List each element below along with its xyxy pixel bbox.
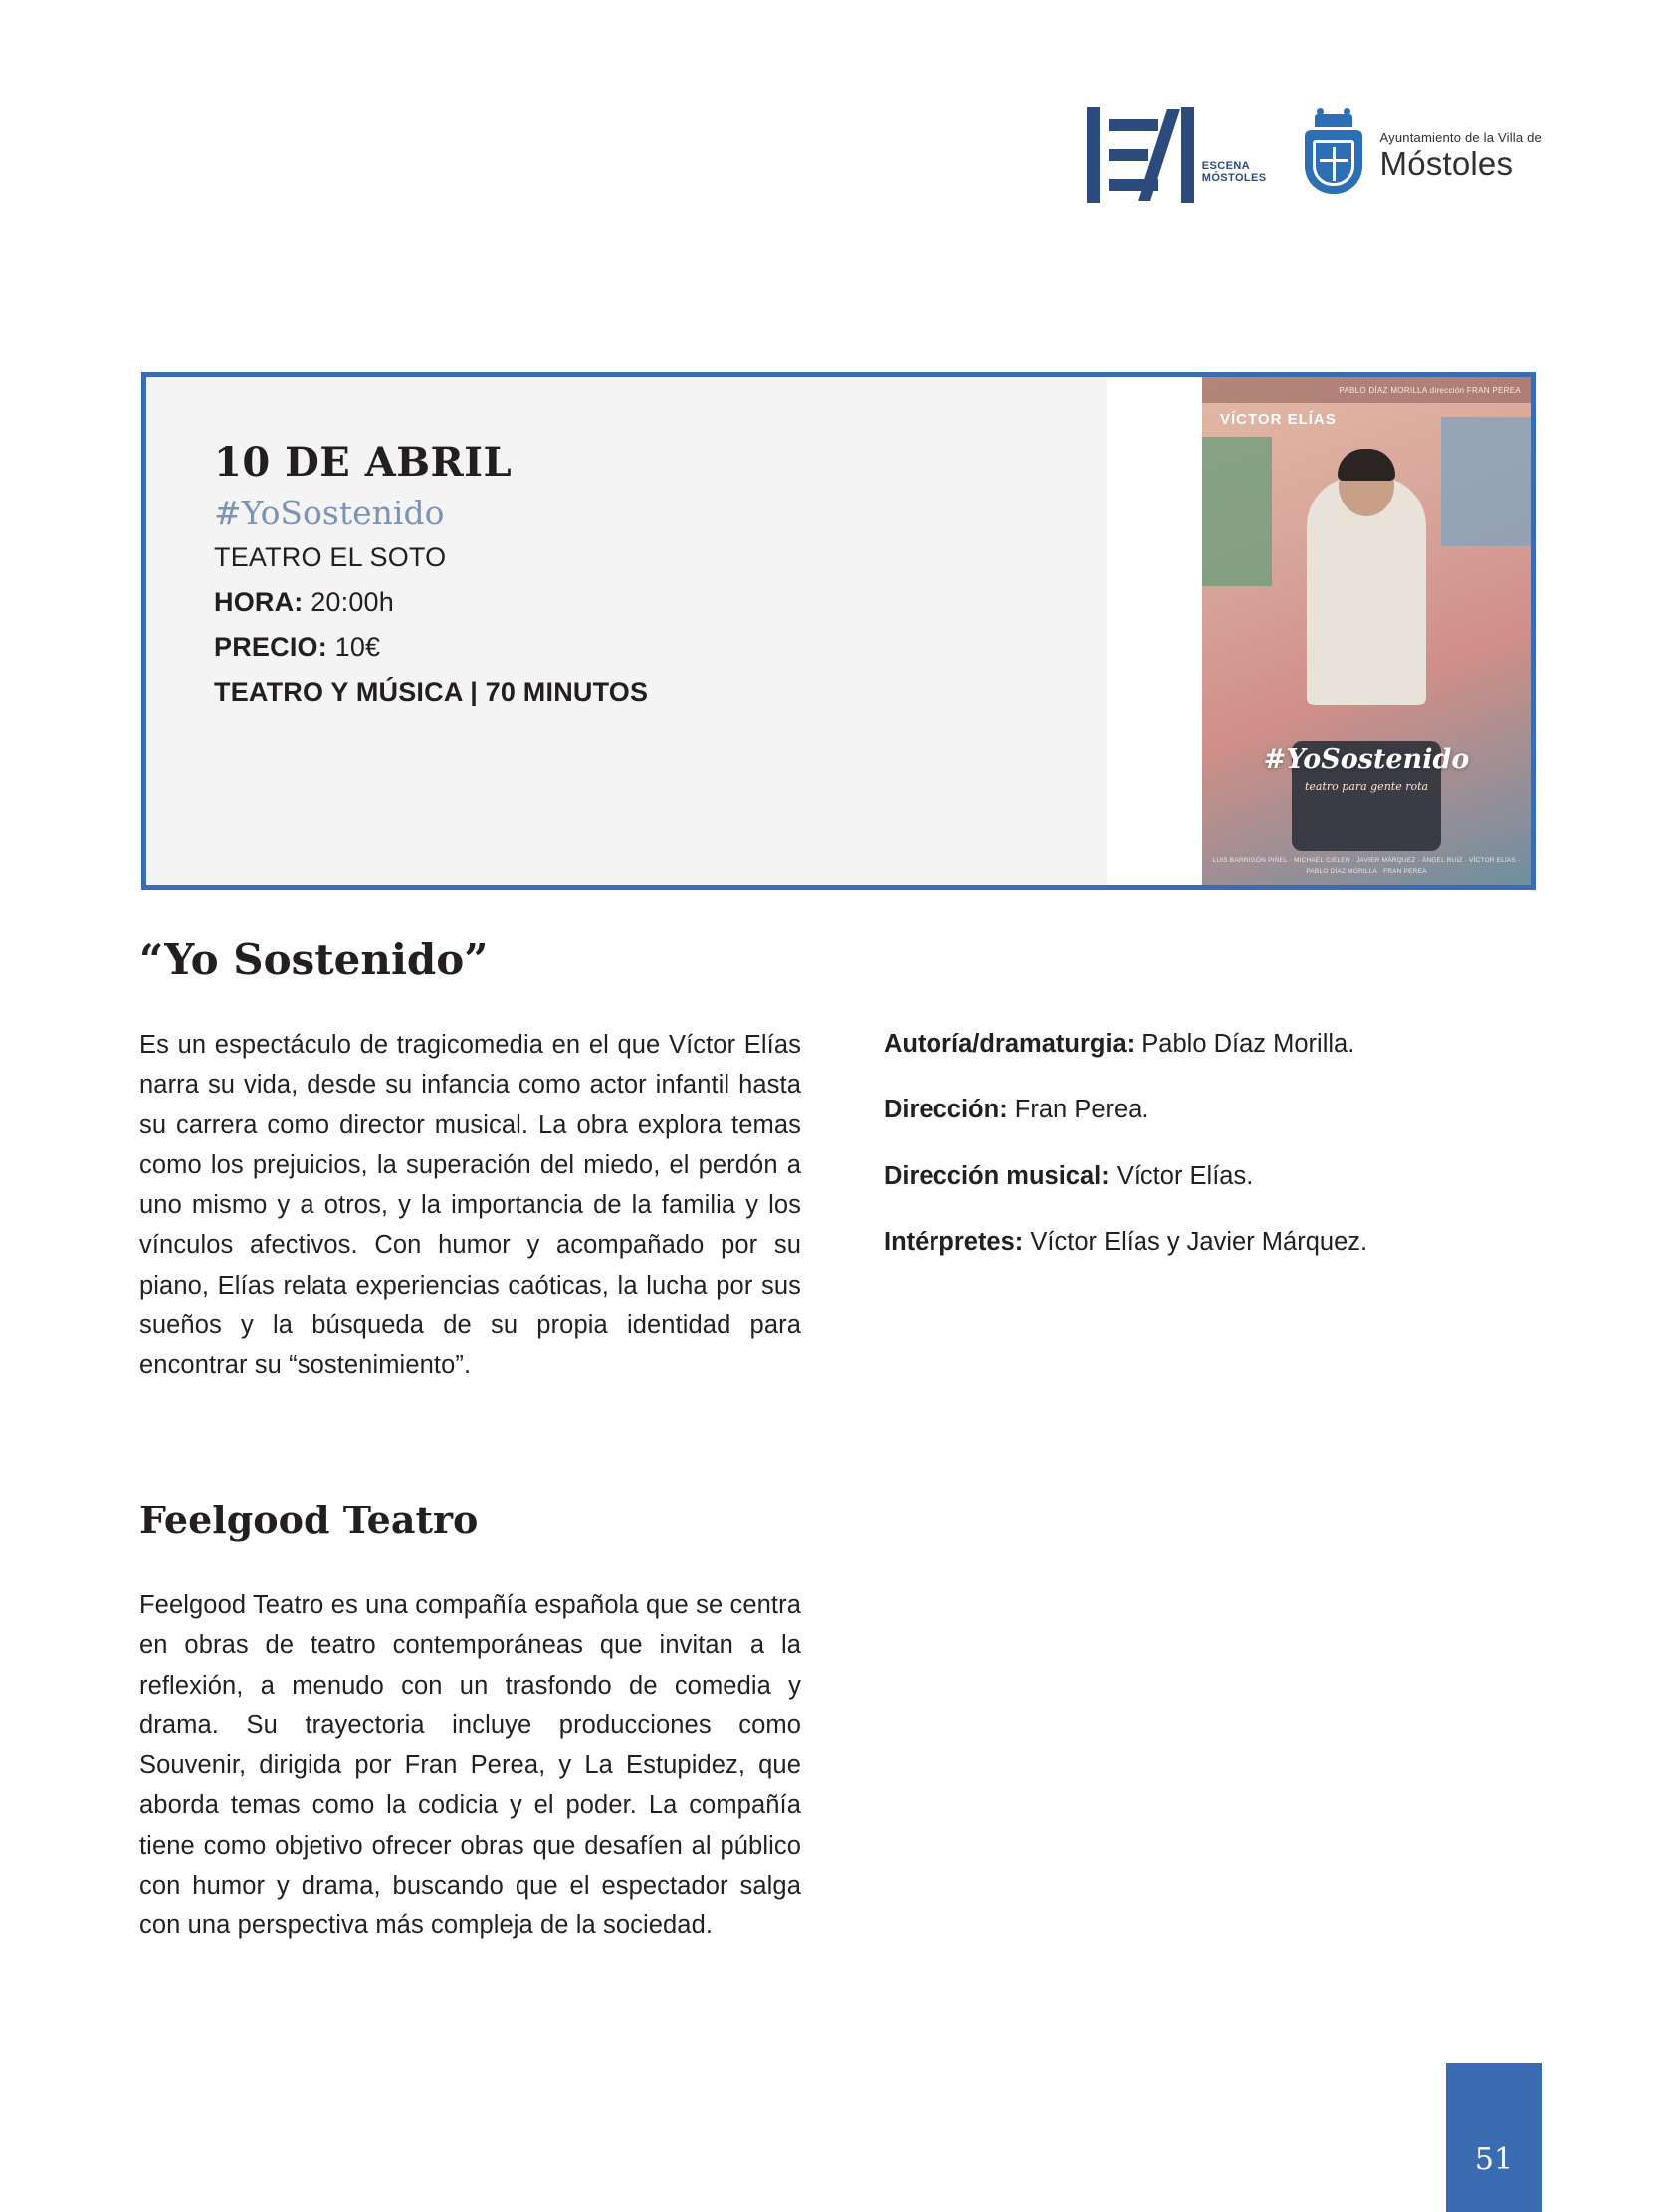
event-hashtag: #YoSostenido [214,494,445,532]
credit-direccion-musical-label: Dirección musical: [884,1161,1110,1190]
credit-direccion-label: Dirección: [884,1096,1008,1124]
ayuntamiento-title: Móstoles [1379,145,1514,182]
credit-interpretes-label: Intérpretes: [884,1227,1024,1256]
event-time-value: 20:00h [311,587,394,617]
crown-icon [1315,114,1352,127]
event-price-value: 10€ [334,632,381,662]
company-title: Feelgood Teatro [139,1498,479,1542]
logo-stroke-top [1109,119,1158,131]
poster-top-credits: PABLO DÍAZ MORILLA dirección FRAN PEREA [1202,377,1531,403]
event-poster-image [1202,377,1531,885]
ayuntamiento-subtitle: Ayuntamiento de la Villa de [1379,130,1542,145]
poster-artist-name: VÍCTOR ELÍAS [1220,411,1337,428]
ayuntamiento-wordmark [1380,130,1542,180]
credit-autoria [884,1025,1541,1063]
shield-icon [1301,114,1366,196]
escena-mostoles-logo [1087,107,1267,203]
poster-subtitle: teatro para gente rota [1304,780,1429,793]
company-description: Feelgood Teatro es una compañía española que se centra en obras de teatro contemporáneas que invitan a la reflexión, a menudo con un trasfondo de comedia y drama. Su trayectoria incluye producciones como Souvenir, dirigida por Fran Perea, y La Estupidez, que aborda temas como la codicia y el poder. La compañía tiene como objetivo ofrecer obras que desafíen al público con humor y drama, buscando que el espectador salga con una perspectiva más compleja de la sociedad. [139,1591,801,1940]
escena-logo-wordmark [1202,160,1267,203]
credit-interpretes [884,1223,1541,1261]
event-price [214,632,1107,663]
event-venue: TEATRO EL SOTO [214,542,447,572]
event-time [214,587,1107,618]
escena-logo-line1: ESCENA [1201,159,1251,172]
event-card-spacer [1107,377,1202,885]
poster-shape-blue [1441,417,1531,546]
logo-right-bar [1181,107,1194,203]
credit-autoria-value: Pablo Díaz Morilla. [1141,1030,1355,1058]
credit-direccion-value: Fran Perea. [1014,1096,1149,1124]
page-header [1087,107,1542,203]
event-price-label: PRECIO: [214,632,327,662]
poster-title: #YoSostenido [1263,744,1470,775]
event-date: 10 DE ABRIL [214,439,513,486]
show-title: “Yo Sostenido” [139,935,489,984]
logo-left-bar [1087,107,1100,203]
shield-emblem [1313,140,1354,186]
poster-shape-green [1202,437,1272,586]
escena-logo-mark [1109,107,1194,203]
credit-interpretes-value: Víctor Elías y Javier Márquez. [1030,1227,1368,1256]
ayuntamiento-logo [1301,114,1542,196]
show-credits-column [884,1025,1541,1289]
logo-stroke-mid [1109,149,1148,161]
show-description-column [139,1025,801,1386]
event-card [141,372,1536,890]
page-number-badge: 51 [1446,2063,1542,2212]
credit-direccion-musical [884,1157,1541,1195]
poster-figure-hair [1338,449,1395,481]
credit-direccion [884,1091,1541,1128]
credit-direccion-musical-value: Víctor Elías. [1116,1161,1254,1190]
escena-logo-line2: MÓSTOLES [1201,172,1267,185]
event-genre: TEATRO Y MÚSICA | 70 MINUTOS [214,677,649,706]
show-description: Es un espectáculo de tragicomedia en el que Víctor Elías narra su vida, desde su infancia como actor infantil hasta su carrera como director musical. La obra explora temas como los prejuicios, la superación del miedo, el perdón a uno mismo y a otros, y la importancia de la familia y los vínculos afectivos. Con humor y acompañado por su piano, Elías relata experiencias caóticas, la lucha por sus sueños y la búsqueda de su propia identidad para encontrar su “sostenimiento”. [139,1031,801,1380]
credit-autoria-label: Autoría/dramaturgia: [884,1030,1136,1058]
event-time-label: HORA: [214,587,304,617]
poster-bottom-credits: LUIS BARRIGÓN PIÑEL · MICHAEL CIELEN · JAVIER MÁRQUEZ · ÁNGEL RUIZ · VÍCTOR ELÍAS · PABLO DÍAZ MORILLA · FRAN PEREA [1212,857,1521,875]
company-description-column [139,1585,801,1946]
event-details [146,377,1107,885]
